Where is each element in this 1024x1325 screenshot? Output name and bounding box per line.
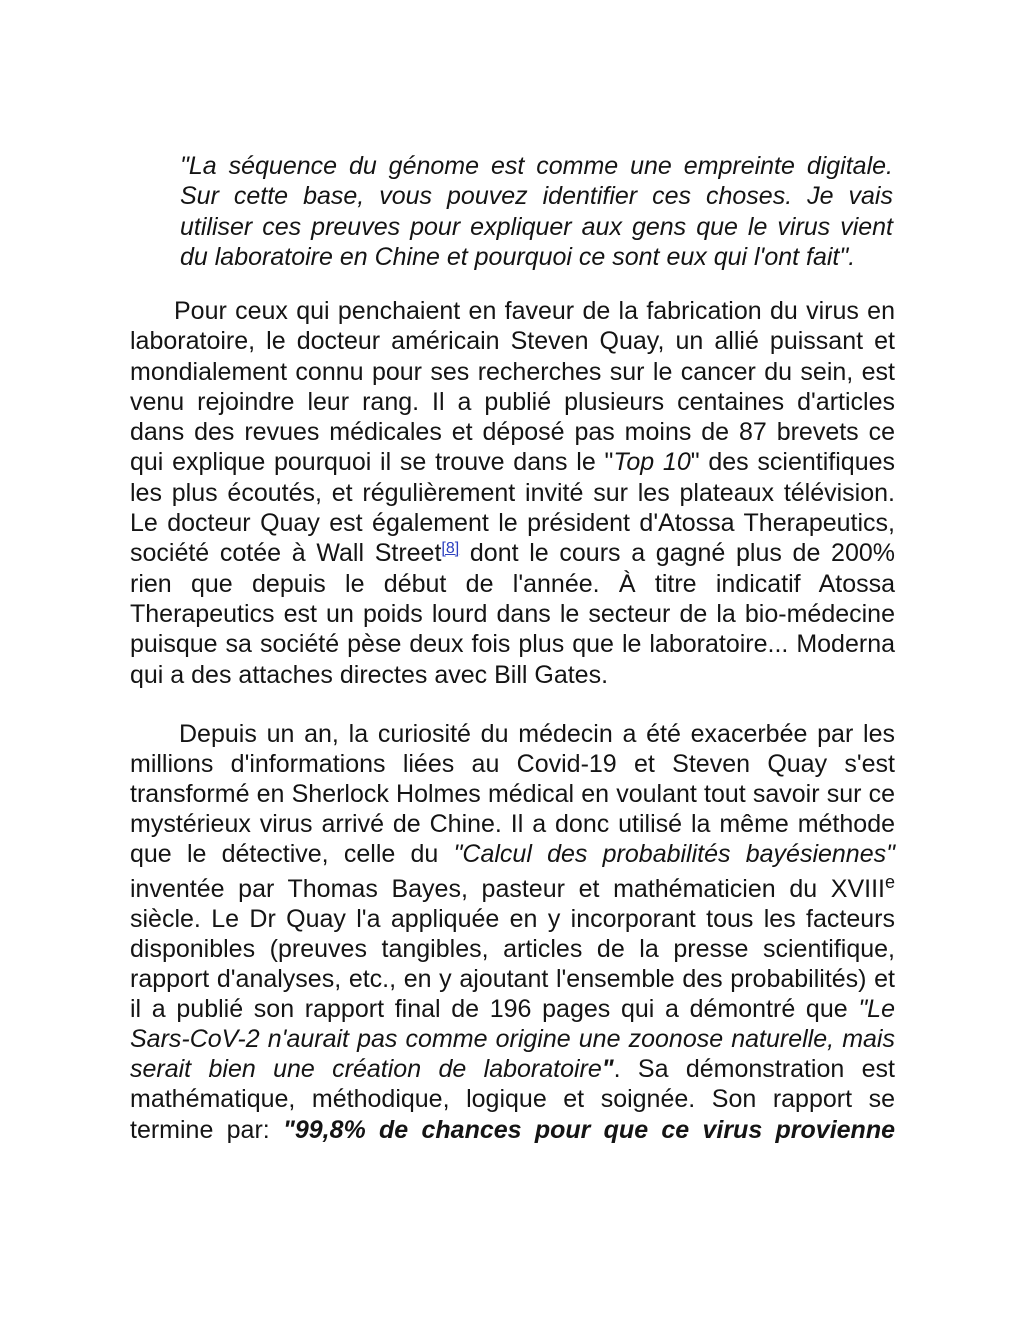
text-line [130,478,895,508]
superscript-text: e [884,871,895,892]
text-line [130,660,895,690]
text-segment: dans des revues médicales et déposé pas moins de 87 brevets ce [130,418,895,447]
text-segment: qui a des attaches directes avec Bill Gates. [130,660,609,689]
strong-emphasis-text: "99,8% de chances pour que ce virus provienne [283,1115,895,1144]
text-segment: puisque sa société pèse deux fois plus que le laboratoire... Moderna [130,630,895,659]
text-segment: termine par: [130,1115,284,1144]
text-line [130,994,895,1024]
text-segment: il a publié son rapport final de 196 pages qui a démontré que [130,995,859,1024]
text-line [130,357,895,387]
text-line [130,447,895,477]
text-segment: disponibles (preuves tangibles, articles de la presse scientifique, [130,934,895,963]
text-segment: transformé en Sherlock Holmes médical en voulant tout savoir sur ce [130,780,895,809]
text-line [180,181,893,211]
text-segment: mystérieux virus arrivé de Chine. Il a donc utilisé la même méthode [130,810,895,839]
text-line [130,934,895,964]
text-segment: inventée par Thomas Bayes, pasteur et mathématicien du XVIII [130,874,885,903]
text-segment: Therapeutics est un poids lourd dans le secteur de la bio-médecine [130,599,895,628]
text-segment: venu rejoindre leur rang. Il a publié plusieurs centaines d'articles [130,387,895,416]
text-line [130,296,895,326]
text-segment: millions d'informations liées au Covid-19 et Steven Quay s'est [130,750,895,779]
text-line [130,1115,895,1145]
text-line [130,1054,895,1084]
text-line [130,417,895,447]
footnote-link[interactable]: [8] [441,540,460,558]
text-segment: société cotée à Wall Street [130,539,442,568]
text-line [130,839,895,869]
text-line [130,779,895,809]
text-segment: . Sa démonstration est [613,1055,895,1084]
text-line [130,326,895,356]
text-line [130,599,895,629]
text-line [130,538,895,568]
text-segment: que le détective, celle du [130,840,454,869]
text-line [130,387,895,417]
text-line [130,629,895,659]
text-segment: mathématique, méthodique, logique et soignée. Son rapport se [130,1085,895,1114]
text-line [180,242,893,272]
text-segment: " des scientifiques [690,448,895,477]
emphasis-text: "La séquence du génome est comme une empreinte digitale. [180,152,893,180]
text-line [130,749,895,779]
text-segment: dont le cours a gagné plus de 200% [459,539,895,568]
text-segment: siècle. Le Dr Quay l'a appliquée en y incorporant tous les facteurs [130,904,895,933]
emphasis-text: utiliser ces preuves pour expliquer aux gens que le virus vient [180,212,893,241]
text-line [130,1084,895,1114]
text-line [130,1024,895,1054]
text-segment: Depuis un an, la curiosité du médecin a été exacerbée par les [179,720,895,748]
text-line [130,871,895,904]
text-segment: mondialement connu pour ses recherches sur le cancer du sein, est [130,357,895,386]
text-line [180,212,893,242]
emphasis-text: "Le [858,995,895,1024]
text-line [130,809,895,839]
emphasis-text: serait bien une création de laboratoire [130,1055,602,1084]
text-line [130,719,895,749]
emphasis-text: Sars-CoV-2 n'aurait pas comme origine une zoonose naturelle, mais [130,1025,895,1054]
emphasis-text: "Calcul des probabilités bayésiennes" [453,840,895,869]
text-segment: les plus écoutés, et régulièrement invité sur les plateaux télévision. [130,478,895,507]
emphasis-text: du laboratoire en Chine et pourquoi ce sont eux qui l'ont fait". [180,242,856,271]
text-line [130,964,895,994]
emphasis-text: Top 10 [613,448,691,477]
paragraph [130,296,895,690]
text-segment: Pour ceux qui penchaient en faveur de la fabrication du virus en [174,297,895,325]
strong-emphasis-text: " [601,1055,614,1084]
text-line [180,151,893,181]
text-segment: rien que depuis le début de l'année. À titre indicatif Atossa [130,569,895,598]
text-segment: laboratoire, le docteur américain Steven Quay, un allié puissant et [130,327,895,356]
text-line [130,904,895,934]
paragraph [130,719,895,1145]
text-segment: qui explique pourquoi il se trouve dans le " [130,448,614,477]
text-segment: Le docteur Quay est également le président d'Atossa Therapeutics, [130,509,895,538]
emphasis-text: Sur cette base, vous pouvez identifier ces choses. Je vais [180,182,893,211]
text-line [130,569,895,599]
text-segment: rapport d'analyses, etc., en y ajoutant l'ensemble des probabilités) et [130,965,895,994]
text-line [130,508,895,538]
block-quote [180,151,893,272]
